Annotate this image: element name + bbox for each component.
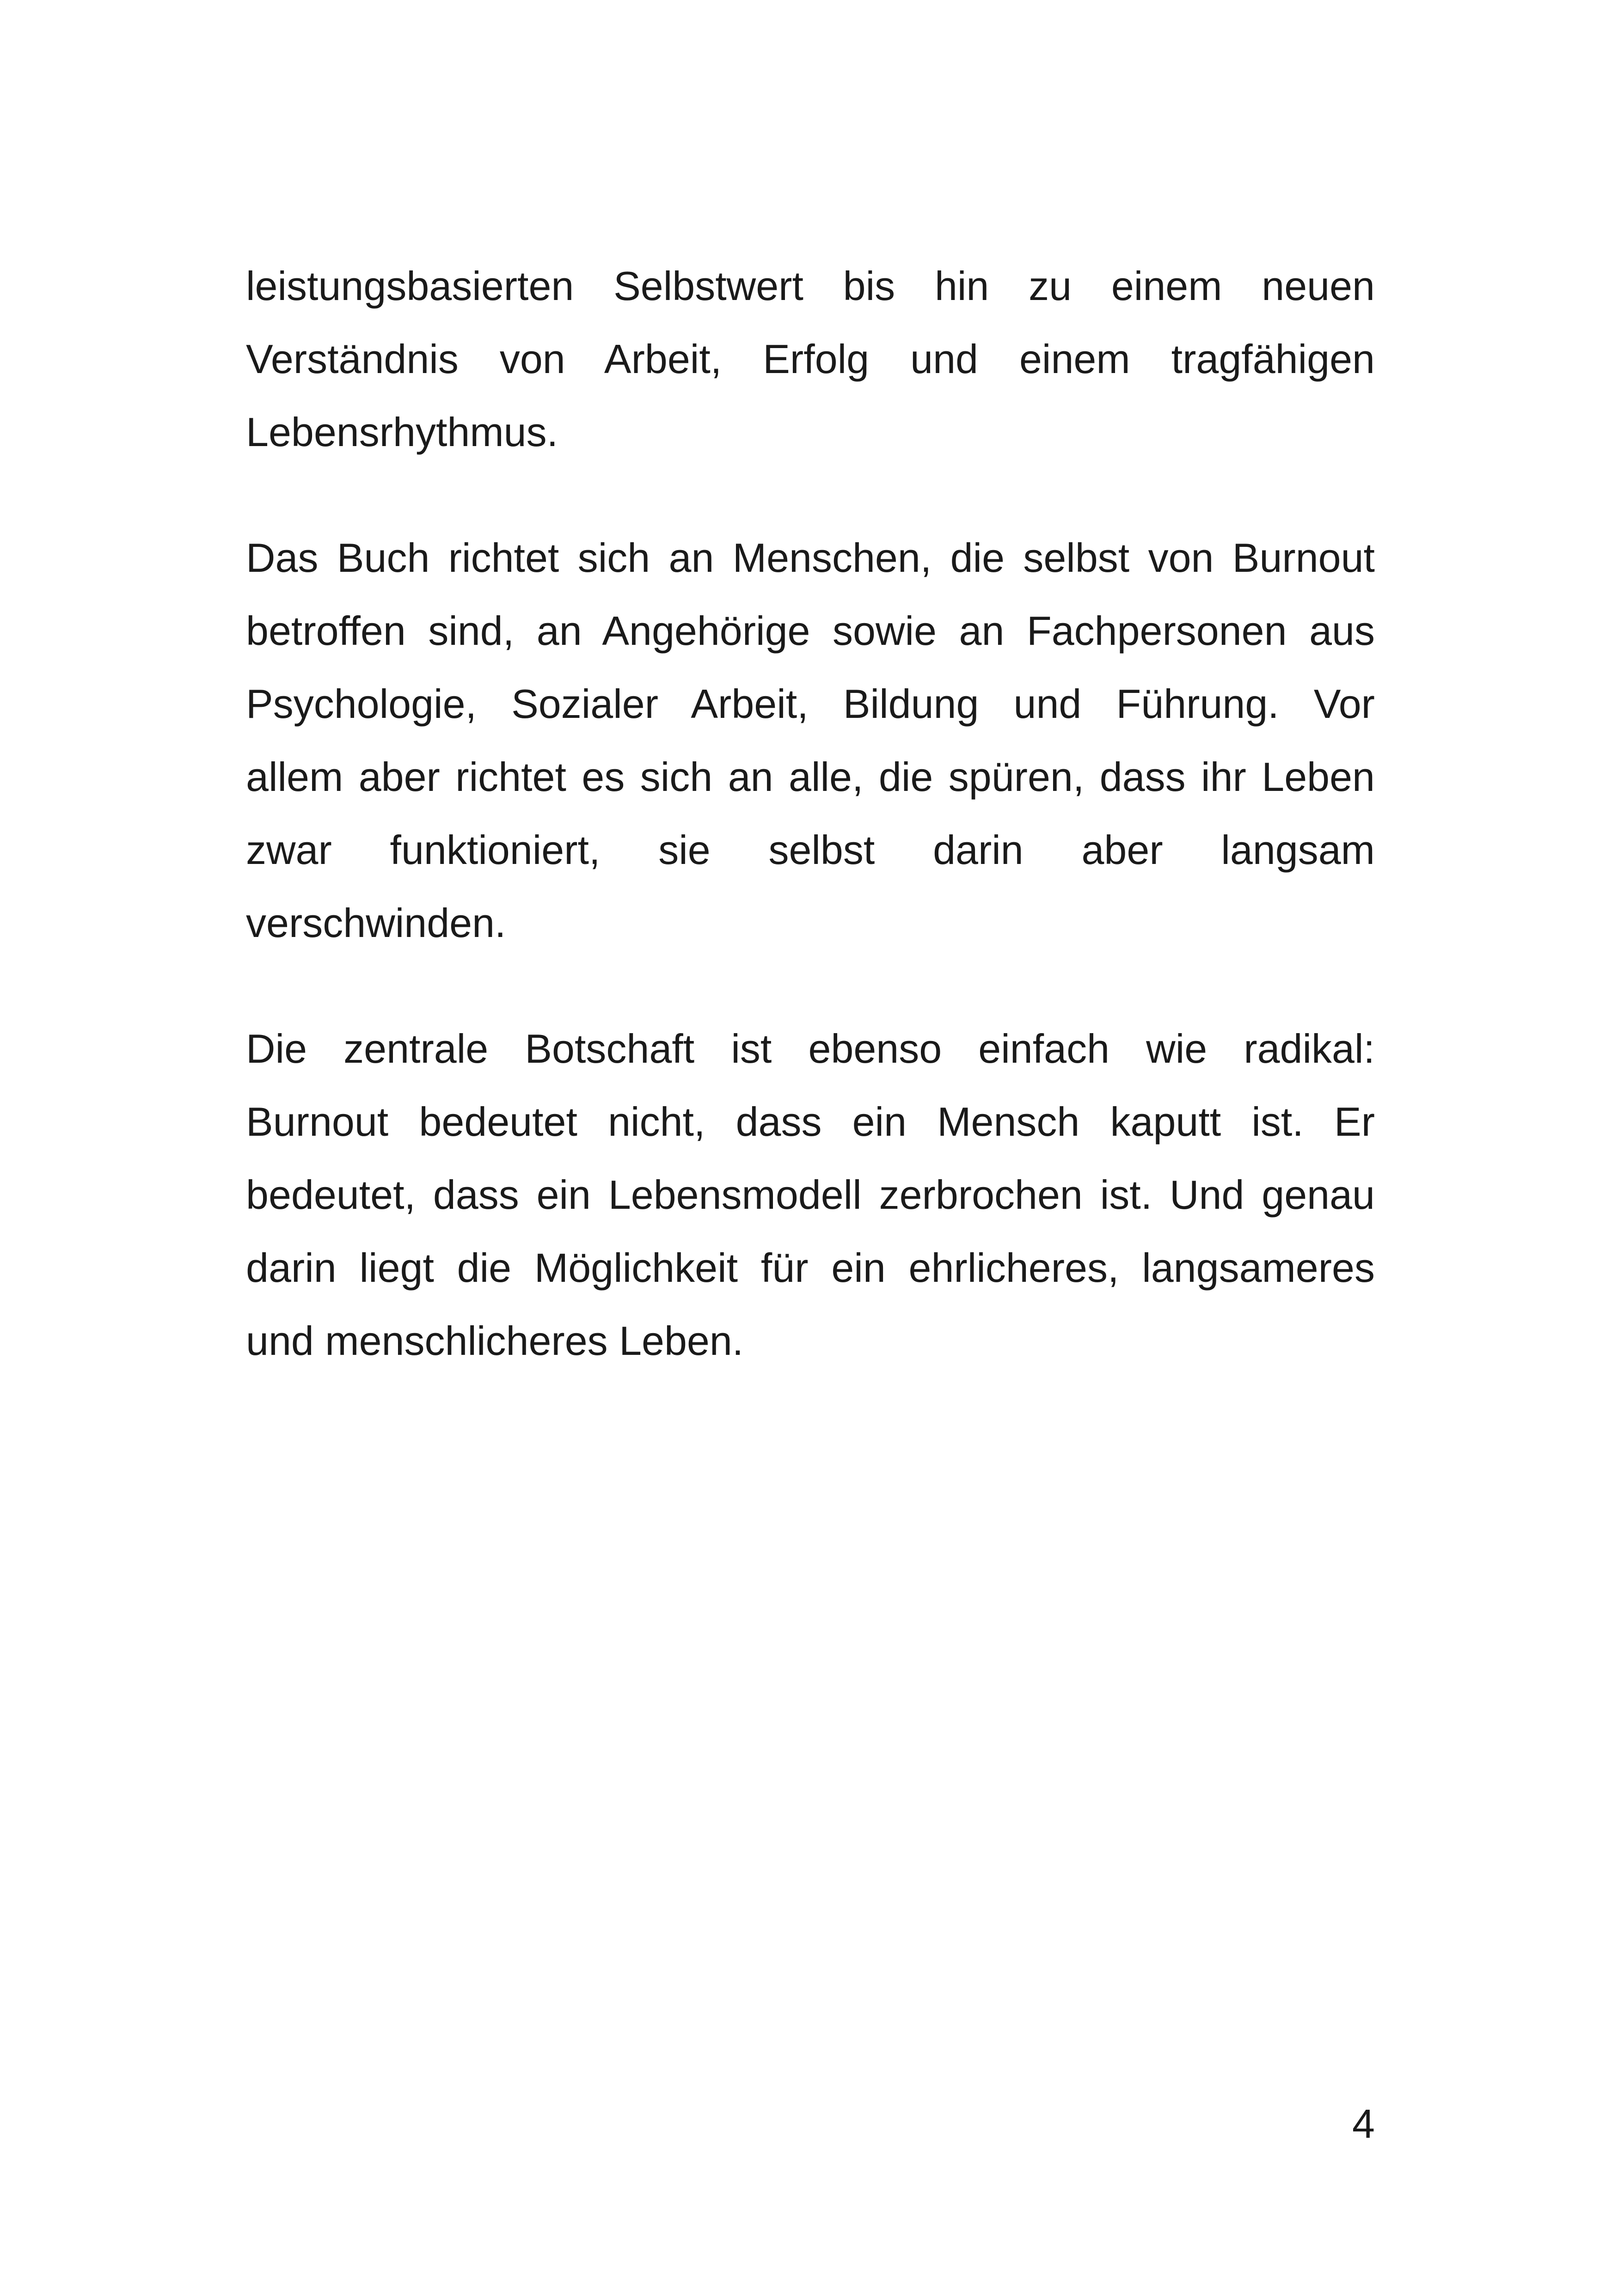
- text-line: und menschlicheres Leben.: [246, 1318, 744, 1364]
- text-line: Die zentrale Botschaft ist ebenso einfach wie radikal:: [246, 1026, 1375, 1071]
- body-text: [246, 250, 1375, 1430]
- text-line: Lebensrhythmus.: [246, 409, 558, 455]
- text-line: bedeutet, dass ein Lebensmodell zerbrochen ist. Und genau: [246, 1172, 1375, 1218]
- text-line: verschwinden.: [246, 900, 506, 946]
- page-number: 4: [1352, 2101, 1375, 2147]
- text-line: leistungsbasierten Selbstwert bis hin zu einem neuen: [246, 263, 1375, 309]
- text-line: Das Buch richtet sich an Menschen, die selbst von Burnout: [246, 535, 1375, 581]
- paragraph-1: [246, 250, 1375, 469]
- text-line: zwar funktioniert, sie selbst darin aber langsam: [246, 827, 1375, 873]
- text-line: Burnout bedeutet nicht, dass ein Mensch kaputt ist. Er: [246, 1099, 1375, 1145]
- text-line: Psychologie, Sozialer Arbeit, Bildung und Führung. Vor: [246, 681, 1375, 727]
- paragraph-2: [246, 521, 1375, 960]
- text-line: Verständnis von Arbeit, Erfolg und einem tragfähigen: [246, 336, 1375, 382]
- text-line: betroffen sind, an Angehörige sowie an Fachpersonen aus: [246, 608, 1375, 654]
- text-line: darin liegt die Möglichkeit für ein ehrlicheres, langsameres: [246, 1245, 1375, 1291]
- paragraph-3: [246, 1012, 1375, 1378]
- text-line: allem aber richtet es sich an alle, die spüren, dass ihr Leben: [246, 754, 1375, 800]
